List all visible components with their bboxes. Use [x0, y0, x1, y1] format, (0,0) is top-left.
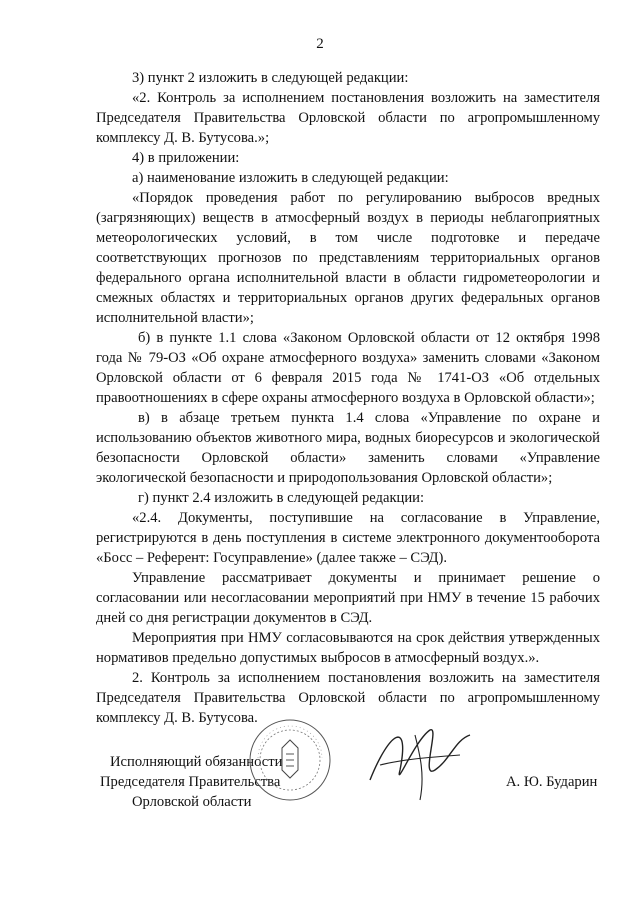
signer-name: А. Ю. Бударин	[506, 774, 598, 790]
paragraph: «Порядок проведения работ по регулированию выбросов вредных (загрязняющих) веществ в атмосферный воздух в периоды неблагоприятных метеорологических условий, в том числе подготовке и передаче соответствующих прогнозов по представлениям территориальных органов федерального органа исполнительной власти в области гидрометеорологии и смежных областях и территориальных органов других федеральных органов исполнительной власти»;	[96, 190, 600, 326]
paragraph: «2.4. Документы, поступившие на согласование в Управление, регистрируются в день поступления в системе электронного документооборота «Босс – Референт: Госуправление» (далее также – СЭД).	[96, 510, 600, 566]
paragraph: «2. Контроль за исполнением постановления возложить на заместителя Председателя Правительства Орловской области по агропромышленному комплексу Д. В. Бутусова.»;	[96, 90, 600, 146]
paragraph: 2. Контроль за исполнением постановления возложить на заместителя Председателя Правительства Орловской области по агропромышленному комплексу Д. В. Бутусова.	[96, 670, 600, 726]
paragraph: Мероприятия при НМУ согласовываются на срок действия утвержденных нормативов предельно допустимых выбросов в атмосферный воздух.».	[96, 630, 600, 666]
paragraph: 4) в приложении:	[132, 150, 240, 166]
paragraph: г) пункт 2.4 изложить в следующей редакции:	[138, 490, 425, 506]
position-line: Орловской области	[132, 794, 252, 810]
document-body	[96, 68, 600, 728]
official-seal-icon	[248, 718, 332, 802]
paragraph: 3) пункт 2 изложить в следующей редакции:	[132, 70, 409, 86]
position-line: Исполняющий обязанности	[110, 754, 283, 770]
handwritten-signature-icon	[360, 710, 480, 810]
position-line: Председателя Правительства	[100, 774, 281, 790]
page-number: 2	[316, 36, 324, 52]
paragraph: а) наименование изложить в следующей редакции:	[132, 170, 449, 186]
paragraph: в) в абзаце третьем пункта 1.4 слова «Управление по охране и использованию объектов животного мира, водных биоресурсов и экологической безопасности Орловской области» заменить словами «Управление экологической безопасности и природопользования Орловской области»;	[96, 410, 600, 486]
paragraph: Управление рассматривает документы и принимает решение о согласовании или несогласовании мероприятий при НМУ в течение 15 рабочих дней со дня регистрации документов в СЭД.	[96, 570, 600, 626]
paragraph: б) в пункте 1.1 слова «Законом Орловской области от 12 октября 1998 года № 79-ОЗ «Об охране атмосферного воздуха» заменить словами «Законом Орловской области от 6 февраля 2015 года № 1741-ОЗ «Об отдельных правоотношениях в сфере охраны атмосферного воздуха в Орловской области»;	[96, 330, 600, 406]
